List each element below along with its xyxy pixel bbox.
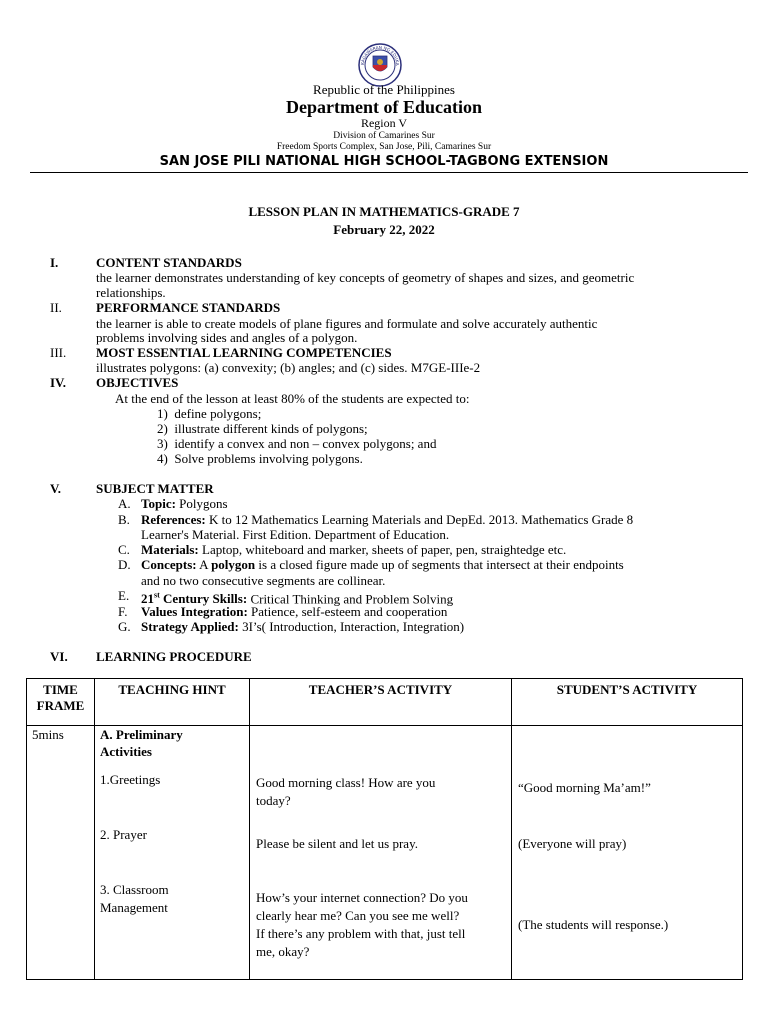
subject-references-cont: Learner's Material. First Edition. Department of Education. (141, 527, 450, 542)
table-header-row (27, 679, 743, 726)
section-number: IV. (50, 375, 67, 390)
hint-classroom-management: 3. Classroom (100, 882, 169, 897)
header-student-activity: STUDENT’S ACTIVITY (512, 679, 743, 726)
learning-procedure-table (26, 678, 743, 980)
section-heading-melc: MOST ESSENTIAL LEARNING COMPETENCIES (96, 345, 392, 360)
header-department: Department of Education (286, 97, 482, 117)
melc-text: illustrates polygons: (a) convexity; (b) angles; and (c) sides. M7GE-IIIe-2 (96, 360, 481, 375)
header-teacher-activity: TEACHER’S ACTIVITY (250, 679, 512, 726)
section-number: II. (50, 300, 62, 315)
objective-item: 2) illustrate different kinds of polygons; (157, 421, 368, 436)
subject-letter: D. (118, 557, 131, 572)
cell-teacher-activity (250, 726, 512, 980)
hint-greetings: 1.Greetings (100, 772, 161, 787)
student-prayer: (Everyone will pray) (518, 836, 627, 851)
table-row (27, 726, 743, 980)
deped-seal-logo (358, 43, 402, 87)
subject-letter: C. (118, 542, 130, 557)
subject-values: Values Integration: Patience, self-esteem and cooperation (141, 604, 448, 619)
subject-materials: Materials: Laptop, whiteboard and marker, sheets of paper, pen, straightedge etc. (141, 542, 567, 557)
cell-student-activity (512, 726, 743, 980)
section-number: VI. (50, 649, 68, 664)
section-heading-subject-matter: SUBJECT MATTER (96, 481, 214, 496)
subject-letter: E. (118, 588, 130, 603)
objective-item: 3) identify a convex and non – convex polygons; and (157, 436, 437, 451)
teacher-greeting: today? (256, 793, 291, 808)
section-number: I. (50, 255, 59, 270)
time-value: 5mins (32, 727, 64, 742)
header-region: Region V (360, 116, 408, 130)
subject-letter: G. (118, 619, 131, 634)
objectives-lead: At the end of the lesson at least 80% of the students are expected to: (115, 391, 470, 406)
header-republic: Republic of the Philippines (313, 82, 455, 97)
subject-concepts-cont: and no two consecutive segments are collinear. (141, 573, 386, 588)
teacher-greeting: Good morning class! How are you (256, 775, 436, 790)
content-standards-text: relationships. (96, 285, 166, 300)
cell-time (27, 726, 95, 980)
header-school-name: SAN JOSE PILI NATIONAL HIGH SCHOOL-TAGBONG EXTENSION (159, 154, 609, 169)
subject-topic: Topic: Polygons (141, 496, 228, 511)
teacher-management: If there’s any problem with that, just tell (256, 926, 466, 941)
cell-teaching-hint (95, 726, 250, 980)
performance-standards-text: problems involving sides and angles of a polygon. (96, 330, 358, 345)
subject-references: References: K to 12 Mathematics Learning Materials and DepEd. 2013. Mathematics Grade 8 (141, 512, 634, 527)
performance-standards-text: the learner is able to create models of plane figures and formulate and solve accurately authentic (96, 316, 598, 331)
subject-letter: F. (118, 604, 128, 619)
hint-heading: A. Preliminary (100, 727, 183, 742)
section-number: V. (50, 481, 61, 496)
header-teaching-hint: TEACHING HINT (95, 679, 250, 726)
lesson-plan-title: LESSON PLAN IN MATHEMATICS-GRADE 7 (248, 204, 520, 219)
subject-concepts: Concepts: A polygon is a closed figure made up of segments that intersect at their endpoints (141, 557, 624, 572)
section-heading-performance-standards: PERFORMANCE STANDARDS (96, 300, 281, 315)
student-greeting: “Good morning Ma’am!” (518, 780, 651, 795)
hint-classroom-management: Management (100, 900, 168, 915)
subject-letter: B. (118, 512, 130, 527)
header-time-frame: TIME FRAME (27, 679, 95, 726)
section-heading-objectives: OBJECTIVES (96, 375, 179, 390)
hint-heading: Activities (100, 744, 152, 759)
lesson-plan-date: February 22, 2022 (333, 222, 435, 237)
content-standards-text: the learner demonstrates understanding of key concepts of geometry of shapes and sizes, and geometric (96, 270, 635, 285)
teacher-management: How’s your internet connection? Do you (256, 890, 468, 905)
section-heading-learning-procedure: LEARNING PROCEDURE (96, 649, 252, 664)
subject-letter: A. (118, 496, 131, 511)
teacher-management: me, okay? (256, 944, 310, 959)
teacher-prayer: Please be silent and let us pray. (256, 836, 418, 851)
teacher-management: clearly hear me? Can you see me well? (256, 908, 460, 923)
subject-strategy: Strategy Applied: 3I’s( Introduction, Interaction, Integration) (141, 619, 465, 634)
header-address: Freedom Sports Complex, San Jose, Pili, Camarines Sur (276, 142, 492, 152)
student-management: (The students will response.) (518, 917, 669, 932)
objective-item: 1) define polygons; (157, 406, 262, 421)
objective-item: 4) Solve problems involving polygons. (157, 451, 363, 466)
section-number: III. (50, 345, 67, 360)
header-division: Division of Camarines Sur (333, 131, 435, 141)
hint-prayer: 2. Prayer (100, 827, 147, 842)
subject-skills: 21st Century Skills: Critical Thinking and Problem Solving (141, 591, 454, 607)
header-divider (30, 172, 748, 173)
section-heading-content-standards: CONTENT STANDARDS (96, 255, 242, 270)
svg-text:KAGAWARAN NG EDUKASYON: KAGAWARAN NG EDUKA (359, 44, 401, 66)
